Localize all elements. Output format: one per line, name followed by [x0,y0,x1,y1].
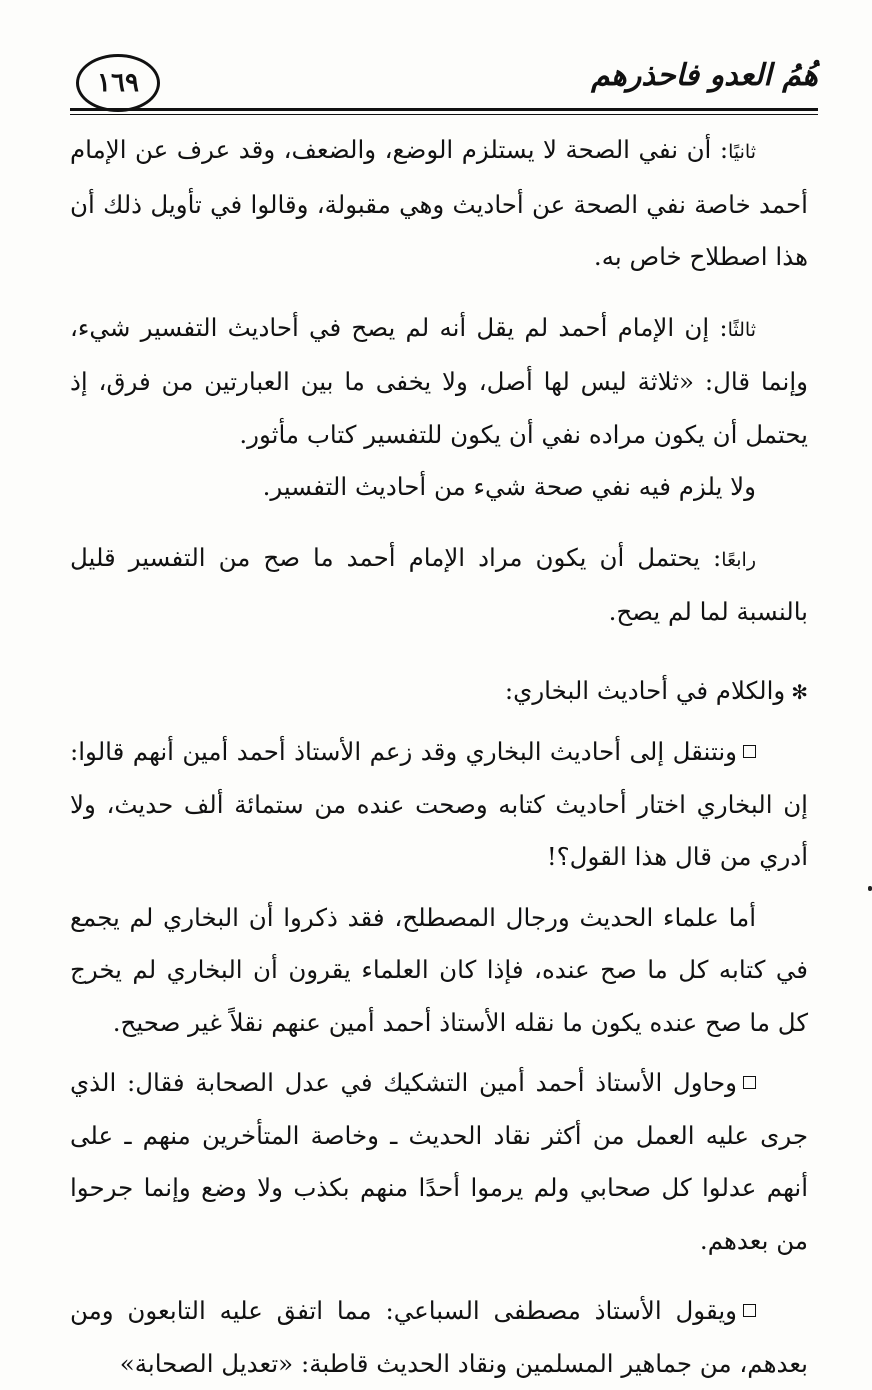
paragraph-continuation [70,461,808,514]
square-bullet-icon [743,1304,756,1317]
paragraph-bukhari-claim [70,726,808,884]
paragraph-text: أما علماء الحديث ورجال المصطلح، فقد ذكروا أن البخاري لم يجمع في كتابه كل ما صح عنده، فإذا كان العلماء يقرون أن البخاري لم يخرج كل ما صح عنده يكون ما نقله الأستاذ أحمد أمين عنهم نقلاً غير صحيح. [70,902,808,1037]
paragraph-companions-doubt [70,1057,808,1267]
paragraph-sibai-quote [70,1285,808,1390]
paragraph-text: ولا يلزم فيه نفي صحة شيء من أحاديث التفسير. [262,472,756,501]
paragraph-fourth-point [70,532,808,639]
paragraph-second-point [70,124,808,284]
paragraph-text: وحاول الأستاذ أحمد أمين التشكيك في عدل الصحابة فقال: الذي جرى عليه العمل من أكثر نقاد الحديث ـ وخاصة المتأخرين منهم ـ على أنهم عدلوا كل صحابي ولم يرموا أحدًا منهم بكذب ولا وضع وإنما جرحوا من بعدهم. [70,1068,808,1255]
running-title: هُمُ العدو فاحذرهم [591,58,818,93]
paragraph-hadith-scholars [70,892,808,1050]
page-number: ١٦٩ [76,54,160,112]
paragraph-text: : إن الإمام أحمد لم يقل أنه لم يصح في أحاديث التفسير شيء، وإنما قال: «ثلاثة ليس لها أصل، ولا يخفى ما بين العبارتين من فرق، إذ يحتمل أن يكون مراده نفي أن يكون للتفسير كتاب مأثور. [70,312,808,449]
paragraph-text: ويقول الأستاذ مصطفى السباعي: مما اتفق عليه التابعون ومن بعدهم، من جماهير المسلمين ونقاد الحديث قاطبة: «تعديل الصحابة» [70,1296,808,1378]
ordinal-label: رابعًا [721,548,756,571]
section-heading [70,665,808,719]
heading-text: والكلام في أحاديث البخاري: [504,675,786,705]
paragraph-text: : يحتمل أن يكون مراد الإمام أحمد ما صح من التفسير قليل بالنسبة لما لم يصح. [70,542,808,626]
asterisk-icon: ✻ [791,679,808,704]
square-bullet-icon [743,1076,756,1089]
paragraph-third-point [70,302,808,462]
ordinal-label: ثانيًا [728,141,756,163]
header-rule [70,108,818,111]
paragraph-text: ونتنقل إلى أحاديث البخاري وقد زعم الأستاذ أحمد أمين أنهم قالوا: إن البخاري اختار أحاديث كتابه وصحت عنده من ستمائة ألف حديث، ولا أدري من قال هذا القول؟! [70,737,808,871]
page-body [70,124,808,1390]
header-rule-thin [70,114,818,115]
page-header [70,48,818,122]
ordinal-label: ثالثًا [727,318,756,341]
paragraph-text: : أن نفي الصحة لا يستلزم الوضع، والضعف، وقد عرف عن الإمام أحمد خاصة نفي الصحة عن أحاديث وهي مقبولة، وقالوا في تأويل ذلك أن هذا اصطلاح خاص به. [70,135,808,271]
scan-speck [868,886,872,891]
square-bullet-icon [743,745,756,758]
